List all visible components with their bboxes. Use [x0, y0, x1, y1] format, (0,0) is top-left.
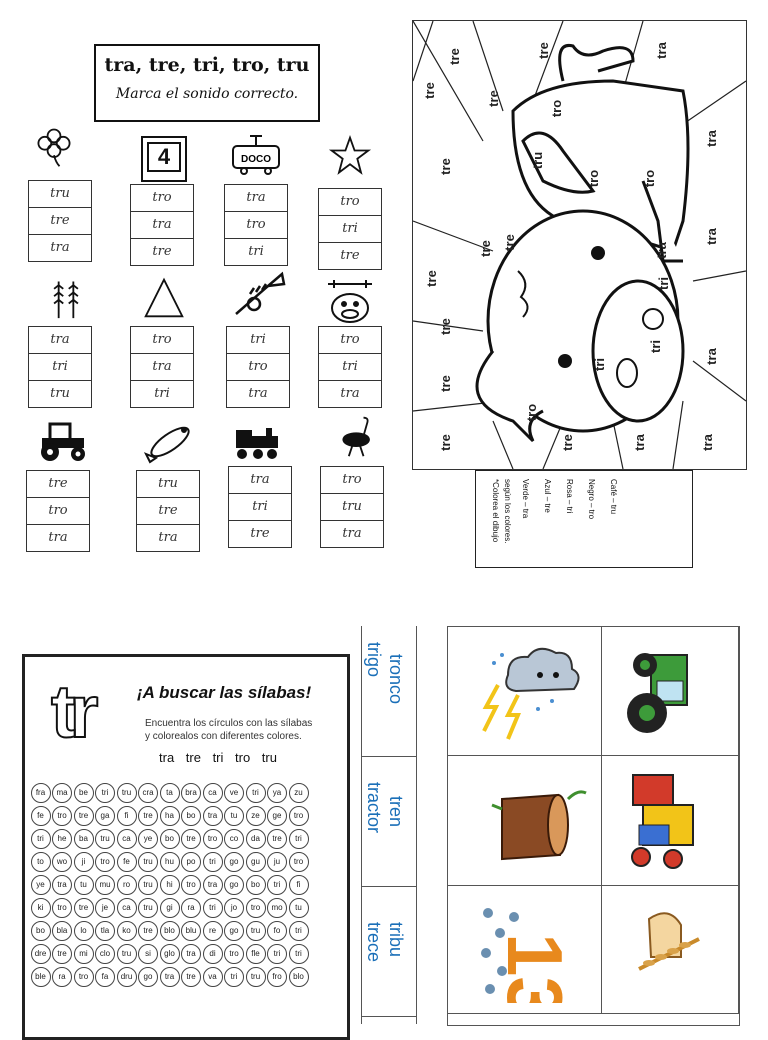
storm-cloud-icon [468, 635, 588, 745]
syllable-row [29, 829, 343, 851]
syllable-row [29, 806, 343, 828]
target-syllables: tra tre tri tro tru [159, 750, 277, 765]
option[interactable]: tri [224, 239, 288, 266]
option[interactable]: tri [318, 216, 382, 243]
legend-line: Negro – tro [587, 479, 596, 520]
tr-logo: tr [51, 670, 93, 753]
syllable-circle[interactable]: hi [160, 875, 180, 895]
option[interactable]: tre [318, 243, 382, 270]
syllable-circle[interactable]: ye [138, 829, 158, 849]
syllable-circle[interactable]: tre [74, 806, 94, 826]
syllable-circle[interactable]: ze [246, 806, 266, 826]
syllable-circle[interactable]: ca [117, 898, 137, 918]
syllable-circle[interactable]: gu [246, 852, 266, 872]
syllable-circle[interactable]: be [74, 783, 94, 803]
syllable-circle[interactable]: tla [95, 921, 115, 941]
option[interactable]: tre [228, 521, 292, 548]
bread-wheat-icon [619, 899, 709, 999]
picture-card-grid [447, 626, 740, 1026]
syllable-circle[interactable]: tri [224, 967, 244, 987]
syllable-circle[interactable]: da [246, 829, 266, 849]
syllable-circle[interactable]: blu [181, 921, 201, 941]
option[interactable]: tra [228, 466, 292, 494]
legend-line: Rosa – tri [565, 479, 574, 514]
word: tribu [386, 922, 406, 958]
syllable-circle[interactable]: tre [138, 921, 158, 941]
syllable-search-sheet [22, 654, 350, 1040]
option-group-cow [318, 326, 382, 408]
option-group-trumpet [226, 326, 290, 408]
syllable-row [29, 875, 343, 897]
worksheet-title: tra, tre, tri, tro, tru [104, 54, 310, 76]
ostrich-icon [334, 414, 382, 458]
clover-icon [30, 124, 78, 168]
syllable-circle[interactable]: tro [224, 944, 244, 964]
syllable-row [29, 898, 343, 920]
option[interactable]: tra [26, 525, 90, 552]
syllable-circle[interactable]: clo [95, 944, 115, 964]
syllable-circle[interactable]: tru [95, 829, 115, 849]
color-label: tra [703, 228, 719, 245]
syllable-circle[interactable]: tru [138, 898, 158, 918]
syllable-circle[interactable]: tre [267, 829, 287, 849]
color-label: tre [477, 240, 493, 257]
syllable-circle[interactable]: bo [160, 829, 180, 849]
syllable-circle[interactable]: tro [74, 967, 94, 987]
option[interactable]: tro [318, 188, 382, 216]
syllable-circle[interactable]: glo [160, 944, 180, 964]
option-group-tram [224, 184, 288, 266]
syllable-circle-grid [29, 783, 343, 990]
syllable-circle[interactable]: tri [203, 852, 223, 872]
tree-trunk-icon [488, 779, 588, 869]
syllable-circle[interactable]: blo [160, 921, 180, 941]
color-label: tra [703, 348, 719, 365]
syllable-circle[interactable]: je [95, 898, 115, 918]
green-tractor-icon [621, 641, 711, 741]
word-card [362, 626, 416, 757]
color-label: tro [586, 169, 602, 188]
syllable-circle[interactable]: mu [95, 875, 115, 895]
tram-icon [230, 132, 282, 176]
option[interactable]: tru [28, 381, 92, 408]
syllable-circle[interactable]: tre [138, 806, 158, 826]
option[interactable]: tra [136, 525, 200, 552]
syllable-circle[interactable]: tri [289, 829, 309, 849]
color-label: tre [437, 318, 453, 335]
option[interactable]: tra [28, 235, 92, 262]
syllable-row [29, 944, 343, 966]
syllable-circle[interactable]: tro [52, 898, 72, 918]
syllable-circle[interactable]: tru [117, 783, 137, 803]
syllable-circle[interactable]: fe [31, 806, 51, 826]
option[interactable]: tro [318, 326, 382, 354]
option[interactable]: tro [224, 212, 288, 239]
syllable-circle[interactable]: fi [117, 806, 137, 826]
color-label: tre [446, 48, 462, 65]
syllable-circle[interactable]: ji [74, 852, 94, 872]
syllable-circle[interactable]: bo [246, 875, 266, 895]
color-label: tri [648, 340, 663, 353]
syllable-circle[interactable]: go [138, 967, 158, 987]
syllable-circle[interactable]: tu [289, 898, 309, 918]
cow-icon [322, 278, 378, 328]
picture-card-storm [448, 627, 602, 756]
syllable-circle[interactable]: go [224, 852, 244, 872]
color-label: tro [642, 169, 658, 188]
syllable-circle[interactable]: tre [181, 967, 201, 987]
option-group-four [130, 184, 194, 266]
tram-label: DOCO [241, 154, 271, 165]
option[interactable]: tra [226, 381, 290, 408]
syllable-circle[interactable]: bo [181, 806, 201, 826]
option[interactable]: tru [320, 494, 384, 521]
syllable-circle[interactable]: ga [95, 806, 115, 826]
syllable-circle[interactable]: go [224, 921, 244, 941]
syllable-circle[interactable]: blo [289, 967, 309, 987]
legend-line: según los colores. [503, 479, 512, 544]
syllable-circle[interactable]: fo [267, 921, 287, 941]
syllable-circle[interactable]: ye [31, 875, 51, 895]
color-label: tre [485, 90, 501, 107]
syllable-circle[interactable]: tri [267, 875, 287, 895]
color-label: tre [437, 375, 453, 392]
cow-coloring-drawing [413, 21, 746, 469]
option[interactable]: tri [130, 381, 194, 408]
option[interactable]: tro [130, 184, 194, 212]
syllable-circle[interactable]: tru [138, 875, 158, 895]
toy-train-icon [623, 765, 703, 875]
color-label: tre [535, 42, 551, 59]
syllable-circle[interactable]: tro [95, 852, 115, 872]
color-label: tru [530, 151, 546, 170]
option[interactable]: tre [28, 208, 92, 235]
legend-line: Café – tru [609, 479, 618, 515]
syllable-circle[interactable]: tra [52, 875, 72, 895]
syllable-circle[interactable]: va [203, 967, 223, 987]
syllable-circle[interactable]: tra [160, 967, 180, 987]
syllable-circle[interactable]: fle [246, 944, 266, 964]
syllable-circle[interactable]: tro [289, 852, 309, 872]
option[interactable]: tro [26, 498, 90, 525]
syllable-circle[interactable]: ca [117, 829, 137, 849]
word-card [362, 886, 416, 1017]
syllable-circle[interactable]: tri [289, 921, 309, 941]
picture-card-train [601, 755, 739, 886]
sheet-title: ¡A buscar las sílabas! [137, 683, 312, 702]
syllable-circle[interactable]: he [52, 829, 72, 849]
star-icon [326, 134, 374, 178]
color-label: tre [501, 234, 517, 251]
syllable-circle[interactable]: tru [246, 967, 266, 987]
syllable-circle[interactable]: go [224, 875, 244, 895]
tractor-icon [36, 418, 90, 462]
legend-line: Azul – tre [543, 479, 552, 513]
syllable-row [29, 921, 343, 943]
number-thirteen-icon [474, 893, 584, 1003]
word-card-column [361, 626, 417, 1024]
syllable-circle[interactable]: ki [31, 898, 51, 918]
option-group-ostrich [320, 466, 384, 548]
option[interactable]: tro [320, 466, 384, 494]
syllable-circle[interactable]: tru [246, 921, 266, 941]
syllable-circle[interactable]: co [224, 829, 244, 849]
syllable-circle[interactable]: ro [117, 875, 137, 895]
syllable-circle[interactable]: di [203, 944, 223, 964]
syllable-circle[interactable]: tri [289, 944, 309, 964]
option[interactable]: tro [226, 354, 290, 381]
syllable-circle[interactable]: tre [74, 898, 94, 918]
option[interactable]: tre [26, 470, 90, 498]
syllable-circle[interactable]: ca [203, 783, 223, 803]
option[interactable]: tre [130, 239, 194, 266]
syllable-circle[interactable]: mo [267, 898, 287, 918]
number-four-icon: 4 [141, 136, 187, 182]
syllable-circle[interactable]: fe [117, 852, 137, 872]
sheet-instructions: Encuentra los círculos con las sílabas y colorealos con diferentes colores. [145, 718, 313, 742]
option[interactable]: tru [28, 180, 92, 208]
syllable-circle[interactable]: ve [224, 783, 244, 803]
syllable-circle[interactable]: lo [74, 921, 94, 941]
picture-card-thirteen [448, 885, 602, 1014]
syllable-circle[interactable]: fi [289, 875, 309, 895]
option[interactable]: tro [130, 326, 194, 354]
syllable-circle[interactable]: tro [52, 806, 72, 826]
syllable-circle[interactable]: tru [138, 852, 158, 872]
fish-icon [142, 418, 196, 468]
syllable-circle[interactable]: zu [289, 783, 309, 803]
syllable-circle[interactable]: ra [52, 967, 72, 987]
syllable-circle[interactable]: fro [267, 967, 287, 987]
syllable-row [29, 967, 343, 989]
thirteen-text: 13 [491, 933, 579, 1003]
option[interactable]: tra [320, 521, 384, 548]
picture-card-trunk [448, 755, 602, 886]
syllable-circle[interactable]: tri [31, 829, 51, 849]
syllable-circle[interactable]: tri [203, 898, 223, 918]
syllable-circle[interactable]: re [203, 921, 223, 941]
word: tronco [386, 654, 406, 705]
syllable-circle[interactable]: ra [181, 898, 201, 918]
syllable-circle[interactable]: tri [267, 944, 287, 964]
color-label: tro [549, 99, 565, 118]
syllable-circle[interactable]: tu [224, 806, 244, 826]
syllable-circle[interactable]: po [181, 852, 201, 872]
syllable-circle[interactable]: tri [95, 783, 115, 803]
syllable-circle[interactable]: fa [95, 967, 115, 987]
syllable-row [29, 852, 343, 874]
syllable-circle[interactable]: si [138, 944, 158, 964]
color-label: tra [699, 434, 715, 451]
option[interactable]: tre [136, 498, 200, 525]
syllable-circle[interactable]: tri [246, 783, 266, 803]
wheat-icon [42, 276, 90, 320]
syllable-circle[interactable]: tru [117, 944, 137, 964]
syllable-circle[interactable]: bra [181, 783, 201, 803]
color-label: tra [653, 42, 669, 59]
trumpet-icon [232, 270, 286, 320]
color-label: tre [559, 434, 575, 451]
color-label: tra [631, 434, 647, 451]
option-group-train [228, 466, 292, 548]
syllable-circle[interactable]: tre [52, 944, 72, 964]
option-group-triangle [130, 326, 194, 408]
option-group-tractor [26, 470, 90, 552]
syllable-circle[interactable]: tro [181, 875, 201, 895]
syllable-circle[interactable]: ge [267, 806, 287, 826]
syllable-circle[interactable]: ma [52, 783, 72, 803]
syllable-circle[interactable]: tu [74, 875, 94, 895]
option[interactable]: tra [28, 326, 92, 354]
syllable-circle[interactable]: ba [74, 829, 94, 849]
option[interactable]: tru [136, 470, 200, 498]
word: tractor [364, 782, 384, 834]
syllable-circle[interactable]: ha [160, 806, 180, 826]
option[interactable]: tra [318, 381, 382, 408]
syllable-circle[interactable]: hu [160, 852, 180, 872]
syllable-circle[interactable]: ya [267, 783, 287, 803]
train-icon [232, 420, 284, 464]
color-label: tre [423, 270, 439, 287]
syllable-circle[interactable]: fra [31, 783, 51, 803]
worksheet-subtitle: Marca el sonido correcto. [115, 86, 299, 102]
option-group-clover [28, 180, 92, 262]
option[interactable]: tra [224, 184, 288, 212]
option[interactable]: tri [228, 494, 292, 521]
color-label: tro [524, 403, 540, 422]
option-group-wheat [28, 326, 92, 408]
syllable-circle[interactable]: ble [31, 967, 51, 987]
color-label: tre [421, 82, 437, 99]
color-label: tra [703, 130, 719, 147]
worksheet-title-box [94, 44, 320, 122]
picture-card-bread [601, 885, 739, 1014]
word: tren [386, 796, 406, 828]
syllable-circle[interactable]: ta [160, 783, 180, 803]
option[interactable]: tri [318, 354, 382, 381]
syllable-circle[interactable]: cra [138, 783, 158, 803]
word: trece [364, 922, 384, 963]
option[interactable]: tri [28, 354, 92, 381]
syllable-circle[interactable]: tro [289, 806, 309, 826]
color-legend [475, 470, 693, 568]
option[interactable]: tri [226, 326, 290, 354]
triangle-icon [140, 276, 188, 320]
syllable-circle[interactable]: mi [74, 944, 94, 964]
color-label: tre [437, 158, 453, 175]
syllable-circle[interactable]: ju [267, 852, 287, 872]
option-group-fish [136, 470, 200, 552]
syllable-circle[interactable]: tra [203, 806, 223, 826]
syllable-circle[interactable]: ko [117, 921, 137, 941]
legend-line: Verde – tra [521, 479, 530, 519]
syllable-circle[interactable]: tra [203, 875, 223, 895]
syllable-circle[interactable]: gi [160, 898, 180, 918]
picture-card-tractor [601, 627, 739, 756]
syllable-row [29, 783, 343, 805]
color-label: tra [653, 242, 669, 259]
option[interactable]: tra [130, 354, 194, 381]
syllable-circle[interactable]: tro [203, 829, 223, 849]
word: trigo [364, 642, 384, 678]
syllable-circle[interactable]: tra [181, 944, 201, 964]
syllable-circle[interactable]: dru [117, 967, 137, 987]
color-label: tre [437, 434, 453, 451]
syllable-circle[interactable]: dre [31, 944, 51, 964]
syllable-circle[interactable]: tre [181, 829, 201, 849]
color-label: tri [656, 277, 671, 290]
syllable-circle[interactable]: bo [31, 921, 51, 941]
syllable-circle[interactable]: jo [224, 898, 244, 918]
syllable-circle[interactable]: tro [246, 898, 266, 918]
coloring-picture [412, 20, 747, 470]
word-card [362, 756, 416, 887]
option[interactable]: tra [130, 212, 194, 239]
color-label: tri [592, 358, 607, 371]
syllable-circle[interactable]: bla [52, 921, 72, 941]
legend-line: *Colorea el dibujo [491, 479, 500, 543]
option-group-star [318, 188, 382, 270]
syllable-circle[interactable]: wo [52, 852, 72, 872]
syllable-circle[interactable]: to [31, 852, 51, 872]
